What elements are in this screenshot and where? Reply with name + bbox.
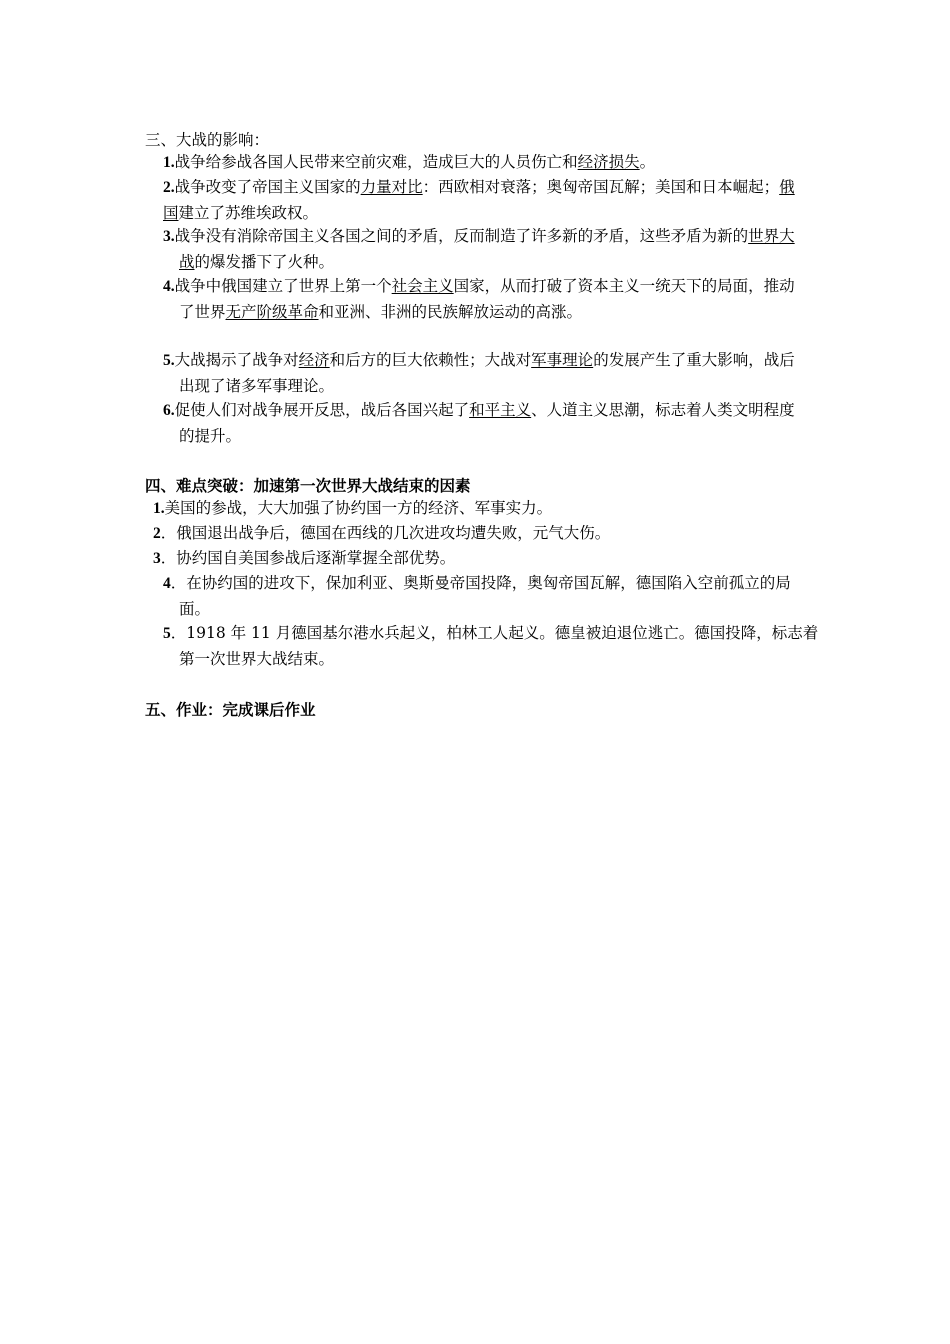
item-text: 建立了苏维埃政权。 [178,203,319,222]
section-5-heading: 五、作业：完成课后作业 [145,700,316,719]
item-text: 。 [639,153,656,171]
underlined-term: 力量对比 [360,178,423,196]
item-number: 2 [153,525,161,542]
section-4-item-5 [163,621,821,671]
underlined-term: 俄国 [163,178,795,222]
item-text: 国家，从而打破了资本主义一统天下的局面，推动了世界 [179,277,795,321]
underlined-term: 社会主义 [391,277,454,295]
item-number: 1. [153,500,165,517]
section-3-heading: 三、大战的影响： [145,131,270,149]
item-text: 和亚洲、非洲的民族解放运动的高涨。 [318,302,583,321]
item-number: 6. [163,402,175,419]
item-number: 4. [163,278,175,295]
item-number: 5 [163,625,171,642]
item-text: 大战揭示了战争对 [174,351,299,369]
item-number: 2. [163,179,175,196]
section-3-item-3 [163,224,809,274]
item-text: 战争改变了帝国主义国家的 [174,178,361,196]
section-4-item-3 [153,546,803,572]
section-3-item-5 [163,348,809,398]
item-text: ．1918 年 11 月德国基尔港水兵起义，柏林工人起义。德皇被迫退位逃亡。德国投降，标志着第一次世界大战结束。 [170,624,819,668]
item-text: 战争没有消除帝国主义各国之间的矛盾，反而制造了许多新的矛盾，这些矛盾为新的 [174,227,749,245]
item-text: ．俄国退出战争后，德国在西线的几次进攻均遭失败，元气大伤。 [160,524,611,542]
underlined-term: 经济损失 [577,153,640,171]
underlined-term: 军事理论 [531,351,594,369]
section-3-item-6 [163,398,809,448]
item-number: 1. [163,154,175,171]
underlined-term: 经济 [298,351,330,369]
section-4-item-1 [153,496,803,522]
section-3-item-2 [163,175,808,225]
underlined-term: 世界大战 [179,227,795,271]
section-4-item-4 [163,571,821,621]
underlined-term: 和平主义 [469,401,532,419]
section-4-heading: 四、难点突破：加速第一次世界大战结束的因素 [145,476,471,495]
item-text: 战争中俄国建立了世界上第一个 [174,277,392,295]
item-number: 3 [153,550,161,567]
item-text: 美国的参战，大大加强了协约国一方的经济、军事实力。 [164,499,553,517]
item-number: 5. [163,352,175,369]
item-text: 战争给参战各国人民带来空前灾难，造成巨大的人员伤亡和 [174,153,578,171]
section-3-item-1 [163,150,813,176]
item-number: 3. [163,228,175,245]
item-text: ．协约国自美国参战后逐渐掌握全部优势。 [160,549,456,567]
section-3-item-4 [163,274,809,324]
item-text: 的发展产生了重大影响，战后出现了诸多军事理论。 [179,351,795,395]
item-text: 的爆发播下了火种。 [194,252,335,271]
item-text: ．在协约国的进攻下，保加利亚、奥斯曼帝国投降，奥匈帝国瓦解，德国陷入空前孤立的局面。 [170,574,791,618]
item-text: ：西欧相对衰落；奥匈帝国瓦解；美国和日本崛起； [422,178,780,196]
item-text: 、人道主义思潮，标志着人类文明程度的提升。 [179,401,795,445]
item-text: 和后方的巨大依赖性；大战对 [329,351,532,369]
section-4-item-2 [153,521,803,547]
underlined-term: 无产阶级革命 [225,302,319,321]
item-number: 4 [163,575,171,592]
item-text: 促使人们对战争展开反思，战后各国兴起了 [174,401,470,419]
